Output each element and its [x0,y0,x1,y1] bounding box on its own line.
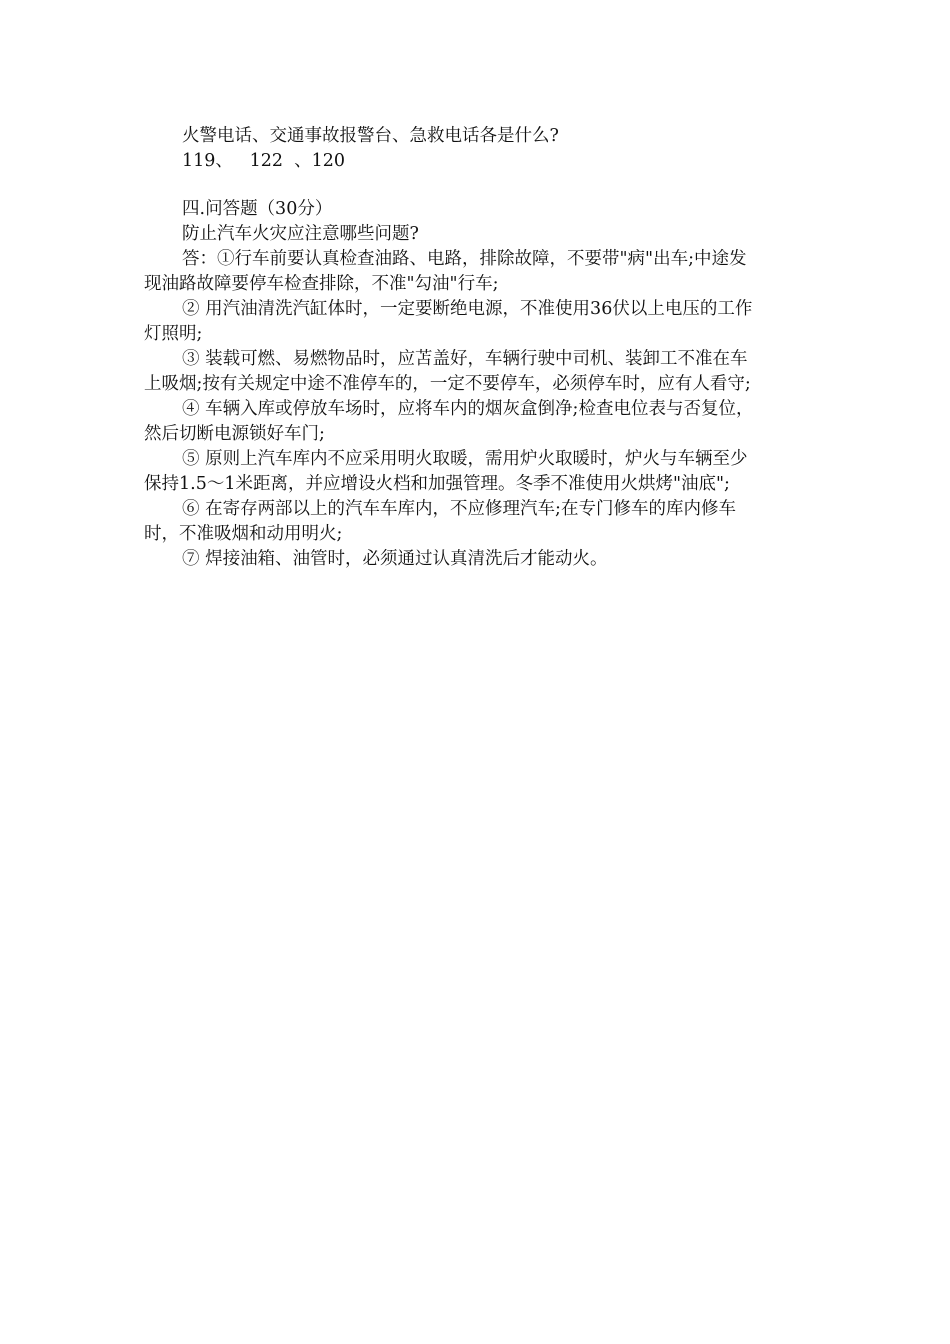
answer-line-10: 保持1.5～1米距离，并应增设火档和加强管理。冬季不准使用火烘烤"油底"; [144,474,730,494]
answer-line-3: ② 用汽油清洗汽缸体时，一定要断绝电源，不准使用36伏以上电压的工作 [182,299,753,319]
answer-emergency-numbers: 119、 122 、120 [182,151,346,171]
question-emergency-numbers: 火警电话、交通事故报警台、急救电话各是什么? [182,126,559,146]
answer-line-13: ⑦ 焊接油箱、油管时，必须通过认真清洗后才能动火。 [182,549,608,569]
answer-line-5: ③ 装载可燃、易燃物品时，应苫盖好，车辆行驶中司机、装卸工不准在车 [182,349,748,369]
answer-line-6: 上吸烟;按有关规定中途不准停车的，一定不要停车，必须停车时，应有人看守; [144,374,751,394]
answer-line-7: ④ 车辆入库或停放车场时，应将车内的烟灰盒倒净;检查电位表与否复位， [182,399,754,419]
answer-line-2: 现油路故障要停车检查排除，不准"勾油"行车; [144,274,499,294]
section-heading: 四.问答题（30分） [182,199,333,219]
answer-line-1: 答：①行车前要认真检查油路、电路，排除故障，不要带"病"出车;中途发 [182,249,747,269]
question-main: 防止汽车火灾应注意哪些问题? [182,224,419,244]
answer-line-9: ⑤ 原则上汽车库内不应采用明火取暖，需用炉火取暖时，炉火与车辆至少 [182,449,748,469]
document-body [144,124,808,572]
answer-line-11: ⑥ 在寄存两部以上的汽车车库内，不应修理汽车;在专门修车的库内修车 [182,499,736,519]
blank-line [144,174,808,197]
answer-line-8: 然后切断电源锁好车门; [144,424,325,444]
answer-line-12: 时，不准吸烟和动用明火; [144,524,343,544]
answer-line-4: 灯照明; [144,324,203,344]
